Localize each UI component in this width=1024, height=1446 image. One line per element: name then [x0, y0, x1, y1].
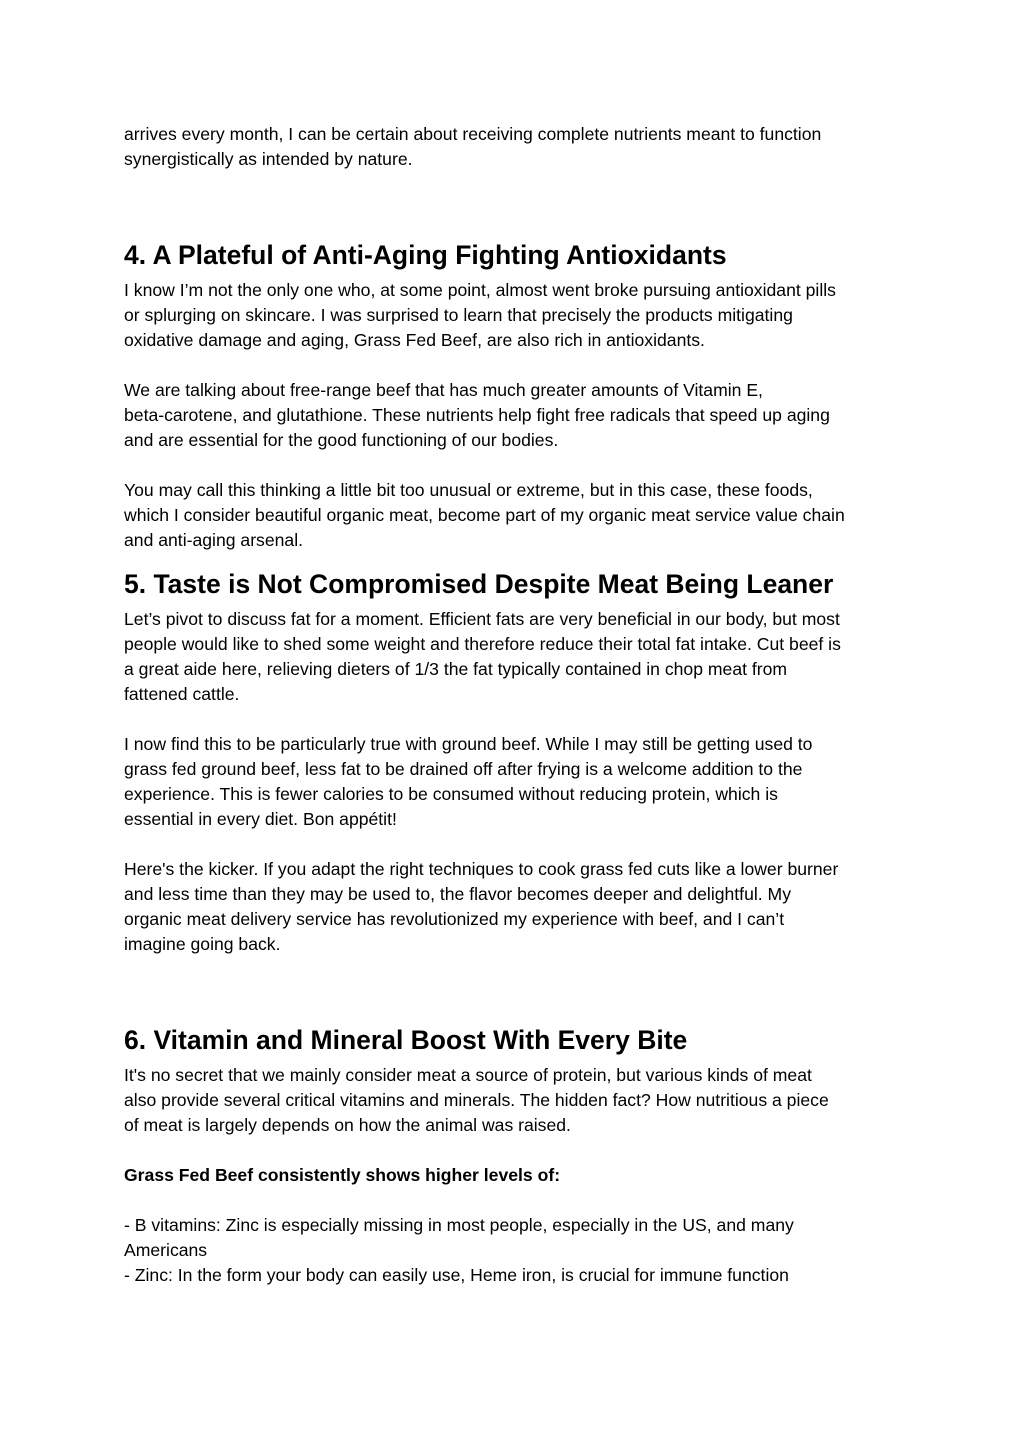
section-6-bold-line: Grass Fed Beef consistently shows higher levels of:: [124, 1165, 561, 1185]
section-6-paragraph-1: It's no secret that we mainly consider meat a source of protein, but various kinds of meat also provide several critical vitamins and minerals. The hidden fact? How nutritious a piece of meat is largely depends on how the animal was raised.: [124, 1065, 829, 1135]
list-item: - B vitamins: Zinc is especially missing in most people, especially in the US, and many Americans: [124, 1215, 794, 1260]
section-5-paragraph-1: Let’s pivot to discuss fat for a moment. Efficient fats are very beneficial in our body, but most people would like to shed some weight and therefore reduce their total fat intake. Cut beef is a great aide here, relieving dieters of 1/3 the fat typically contained in chop meat from fattened cattle.: [124, 609, 841, 704]
intro-paragraph: arrives every month, I can be certain about receiving complete nutrients meant to function synergistically as intended by nature.: [124, 124, 822, 169]
document-page: [124, 122, 904, 1288]
spacer: [124, 1138, 904, 1163]
spacer: [124, 453, 904, 478]
section-5-heading: 5. Taste is Not Compromised Despite Meat Being Leaner: [124, 569, 834, 599]
spacer: [124, 172, 904, 238]
section-4-paragraph-2: We are talking about free-range beef that has much greater amounts of Vitamin E, beta-carotene, and glutathione. These nutrients help fight free radicals that speed up aging and are essential for the good functioning of our bodies.: [124, 380, 830, 450]
section-5-paragraph-2: I now find this to be particularly true with ground beef. While I may still be getting used to grass fed ground beef, less fat to be drained off after frying is a welcome addition to the experience. This is fewer calories to be consumed without reducing protein, which is essential in every diet. Bon appétit!: [124, 734, 813, 829]
spacer: [124, 832, 904, 857]
list-item: - Zinc: In the form your body can easily use, Heme iron, is crucial for immune function: [124, 1265, 789, 1285]
spacer: [124, 957, 904, 1023]
spacer: [124, 553, 904, 567]
section-5-paragraph-3: Here's the kicker. If you adapt the right techniques to cook grass fed cuts like a lower burner and less time than they may be used to, the flavor becomes deeper and delightful. My organic meat delivery service has revolutionized my experience with beef, and I can’t imagine going back.: [124, 859, 839, 954]
section-4-heading: 4. A Plateful of Anti-Aging Fighting Antioxidants: [124, 240, 727, 270]
spacer: [124, 353, 904, 378]
section-4-paragraph-1: I know I’m not the only one who, at some point, almost went broke pursuing antioxidant pills or splurging on skincare. I was surprised to learn that precisely the products mitigating oxidative damage and aging, Grass Fed Beef, are also rich in antioxidants.: [124, 280, 836, 350]
section-4-paragraph-3: You may call this thinking a little bit too unusual or extreme, but in this case, these foods, which I consider beautiful organic meat, become part of my organic meat service value chain and anti-aging arsenal.: [124, 480, 845, 550]
section-6-heading: 6. Vitamin and Mineral Boost With Every Bite: [124, 1025, 688, 1055]
spacer: [124, 707, 904, 732]
spacer: [124, 1188, 904, 1213]
